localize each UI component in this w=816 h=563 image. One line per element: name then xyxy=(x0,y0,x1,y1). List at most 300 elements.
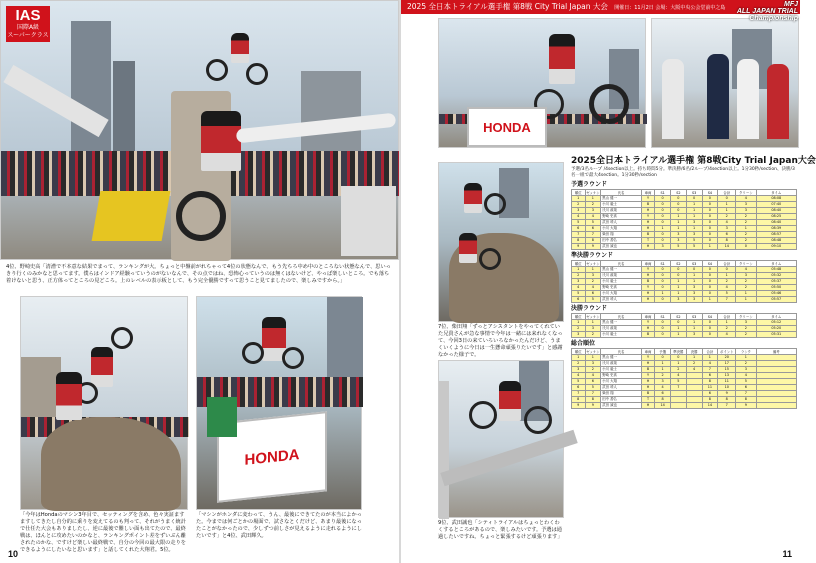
results-section-title: 予選ラウンド xyxy=(571,181,608,188)
table-cell: 6 xyxy=(585,379,601,385)
photo-main-rider-jump xyxy=(0,0,399,260)
table-cell: 2 xyxy=(671,367,687,373)
table-cell: 3 xyxy=(686,297,702,303)
table-cell: 柴田 翔 xyxy=(601,232,642,238)
table-cell: 1 xyxy=(655,367,671,373)
table-cell: 8 xyxy=(585,238,601,244)
table-cell: 0 xyxy=(702,320,718,326)
table-cell: 8 xyxy=(736,397,756,403)
table-header-cell: S2 xyxy=(671,190,687,196)
table-cell: 2 xyxy=(585,367,601,373)
table-cell: 1 xyxy=(686,355,702,361)
table-cell: 3 xyxy=(736,320,756,326)
table-cell: 5 xyxy=(585,297,601,303)
table-cell: 1 xyxy=(686,326,702,332)
table-cell: 2 xyxy=(655,373,671,379)
table-header-cell: 順位 xyxy=(572,349,586,355)
table-cell: 8 xyxy=(585,397,601,403)
table-cell: Y xyxy=(641,196,655,202)
table-cell: 11 xyxy=(718,379,736,385)
table-cell: 4 xyxy=(585,285,601,291)
table-cell: 5 xyxy=(671,244,687,250)
table-cell: 2 xyxy=(572,326,586,332)
table-cell: 2 xyxy=(718,279,736,285)
table-header-cell: S1 xyxy=(655,190,671,196)
table-cell: 0 xyxy=(702,208,718,214)
table-cell: 0 xyxy=(655,267,671,273)
results-format: 予選/3名ループ /4section以上。持ち時間5分。準決勝/6名/2ループ/4section以上。1分30秒/section、決勝/3名一組で最大4section。1分30秒/section xyxy=(571,167,795,178)
table-cell: 3 xyxy=(585,273,601,279)
table-cell: 2 xyxy=(736,232,756,238)
table-cell: 1 xyxy=(572,320,586,326)
table-cell: 2 xyxy=(585,279,601,285)
table-cell: 9 xyxy=(572,403,586,409)
table-cell: H xyxy=(641,403,655,409)
table-cell: 1 xyxy=(686,208,702,214)
table-header-cell: ゼッケン xyxy=(586,191,600,195)
table-cell: 0 xyxy=(686,196,702,202)
table-cell: 6 xyxy=(702,391,718,397)
table-cell: 1 xyxy=(686,279,702,285)
table-cell: 黒山 健一 xyxy=(601,355,642,361)
table-cell: 1 xyxy=(671,226,687,232)
table-cell: 14 xyxy=(702,403,718,409)
table-cell: 0 xyxy=(702,267,718,273)
table-cell: 小川 毅士 xyxy=(601,367,642,373)
table-cell: 1 xyxy=(671,326,687,332)
table-header-cell: 合計 xyxy=(718,190,736,196)
table-cell: 8 xyxy=(702,397,718,403)
table-cell: 3 xyxy=(572,208,586,214)
table-row xyxy=(572,403,797,409)
caption-bottom-right: 「マシンがホンダに変わって、うん、最後にできてたのが本当によかった。今までは何ごとかの場面で、試さなとくだけど、あまり最後になったことがなかったので、少しずつ前しさが見えるように走れるようにしたいです」と4位、武田輝久。 xyxy=(196,512,362,539)
table-cell: 7 xyxy=(736,391,756,397)
photo-rider-on-log xyxy=(20,296,188,510)
photo-rider-on-logs xyxy=(438,162,564,322)
table-cell: 1 xyxy=(718,208,736,214)
table-cell: 1 xyxy=(718,202,736,208)
table-cell: 6 xyxy=(718,232,736,238)
table-cell: 05:46 xyxy=(756,291,797,297)
table-cell: 8 xyxy=(702,379,718,385)
table-cell: 1 xyxy=(572,196,586,202)
table-header-cell: 氏名 xyxy=(601,349,642,355)
table-cell: 9 xyxy=(585,244,601,250)
table-header-cell: S3 xyxy=(686,190,702,196)
table-cell: 0 xyxy=(655,297,671,303)
table-cell: 05:32 xyxy=(756,273,797,279)
table-cell: 8 xyxy=(655,397,671,403)
table-cell: 08:39 xyxy=(756,226,797,232)
table-cell: 2 xyxy=(686,361,702,367)
table-cell: 0 xyxy=(655,355,671,361)
table-header-cell: クリーン xyxy=(736,261,756,267)
table-cell: 0 xyxy=(655,232,671,238)
table-header-cell: タイム xyxy=(756,261,797,267)
table-cell: 4 xyxy=(736,267,756,273)
table-cell: 小川 大翔 xyxy=(601,379,642,385)
table-cell xyxy=(671,403,687,409)
table-cell: 1 xyxy=(736,226,756,232)
table-cell: 0 xyxy=(655,320,671,326)
caption-top-left: 4位、野崎史高「清漕で不本意な結果でまって、ランキングが大。ちょっと中盤前がれちゃって4位の状態なんで、もう先ちろ中め中のところない状態なんで、思いっきり行くのみかなと思ってます。僕らはインドア経験っていうのがないなんで、その点ではね、恐怖心っていうのは無くはないけど、やっぱ楽しいところ。でも落ち着けないと思う、正方体ってところの見どころ。上のレベルの表示板として、もう完全優勝ですって思うこと見てましたので、楽しみですから。」 xyxy=(6,264,391,284)
table-cell: 3 xyxy=(572,279,586,285)
table-cell: 5 xyxy=(718,291,736,297)
table-cell: B xyxy=(641,391,655,397)
table-header-cell: 順位 xyxy=(572,314,586,320)
table-cell: 2 xyxy=(585,332,601,338)
table-cell: 0 xyxy=(718,196,736,202)
table-row xyxy=(572,244,797,250)
table-header-cell: 合計 xyxy=(718,314,736,320)
table-cell: 05:57 xyxy=(756,297,797,303)
table-cell: 野崎 史高 xyxy=(601,285,642,291)
table-cell: 4 xyxy=(736,373,756,379)
table-header-cell: 予選 xyxy=(655,349,671,355)
table-cell: 0 xyxy=(702,196,718,202)
results-table xyxy=(571,313,797,338)
table-cell: B xyxy=(641,279,655,285)
honda-box-right xyxy=(467,107,547,147)
page-number-left: 10 xyxy=(8,549,19,559)
table-cell: Y xyxy=(641,285,655,291)
table-cell: 4 xyxy=(718,332,736,338)
table-cell: 4 xyxy=(718,285,736,291)
table-cell: 15 xyxy=(718,367,736,373)
table-cell: 4 xyxy=(572,373,586,379)
table-row xyxy=(572,332,797,338)
table-cell: 4 xyxy=(585,214,601,220)
table-cell: B xyxy=(641,202,655,208)
table-cell: 20 xyxy=(718,355,736,361)
table-cell: 0 xyxy=(718,267,736,273)
table-cell: 08:25 xyxy=(756,214,797,220)
table-cell: 7 xyxy=(702,367,718,373)
table-cell: 武田 呼人 xyxy=(601,385,642,391)
table-cell: 4 xyxy=(572,214,586,220)
results-section-title: 準決勝ラウンド xyxy=(571,252,614,259)
table-cell: 08:48 xyxy=(756,238,797,244)
table-cell: 0 xyxy=(736,244,756,250)
table-cell: H xyxy=(641,326,655,332)
table-cell: 07:40 xyxy=(756,202,797,208)
table-header-cell: 合計 xyxy=(702,349,718,355)
table-header-cell: 氏名 xyxy=(601,314,642,320)
table-cell: 1 xyxy=(702,297,718,303)
table-cell: 1 xyxy=(686,202,702,208)
table-cell: 0 xyxy=(671,208,687,214)
table-cell: 6 xyxy=(572,385,586,391)
right-page xyxy=(401,0,816,563)
table-cell: 0 xyxy=(702,326,718,332)
table-cell: 1 xyxy=(671,220,687,226)
table-cell: 1 xyxy=(671,291,687,297)
table-cell: 0 xyxy=(655,202,671,208)
table-cell: 0 xyxy=(702,238,718,244)
table-cell: 3 xyxy=(655,379,671,385)
table-cell: 3 xyxy=(572,332,586,338)
table-cell: 5 xyxy=(686,244,702,250)
logo-line2: ALL JAPAN TRIAL xyxy=(736,8,798,15)
table-cell: 氏川 政哉 xyxy=(601,208,642,214)
table-cell: 6 xyxy=(702,373,718,379)
table-cell: 0 xyxy=(702,202,718,208)
table-cell: 1 xyxy=(671,361,687,367)
caption-bottom-left: 「今年はHondaのマシン3年目で、セッティングを含め、色々実証ますますしてきたし自分的に乗りを変えてるのも判って、それがうまく統計で仕任た大会もありましたし、逆に最後で難しい面も出てたので、最終戦は、ほんとに攻めたいのかなと、ランキングポイント差をずいぶん離されたのかな、ですけど楽しい最終戦で、自分の今回の最大限の走りをできるようにしたいなと思います」と話してくれた大翔君。5位。 xyxy=(20,512,186,553)
table-cell: 0 xyxy=(702,226,718,232)
table-cell: 2 xyxy=(736,220,756,226)
table-cell: 氏川 政哉 xyxy=(601,361,642,367)
table-cell: 8 xyxy=(572,397,586,403)
table-cell: 0 xyxy=(655,238,671,244)
table-cell: 3 xyxy=(686,220,702,226)
table-cell: 1 xyxy=(702,244,718,250)
table-cell: 3 xyxy=(572,367,586,373)
table-cell: B xyxy=(641,367,655,373)
table-header-cell: 順位 xyxy=(572,261,586,267)
table-cell: 05:20 xyxy=(756,326,797,332)
table-header-cell: S4 xyxy=(702,314,718,320)
table-cell: 3 xyxy=(686,232,702,238)
table-cell: 7 xyxy=(671,385,687,391)
table-cell: B xyxy=(641,232,655,238)
left-page xyxy=(0,0,399,563)
table-cell: 3 xyxy=(671,232,687,238)
table-cell: 0 xyxy=(702,220,718,226)
table-cell: 05:50 xyxy=(756,285,797,291)
table-cell: 0 xyxy=(671,196,687,202)
table-cell: 3 xyxy=(671,297,687,303)
table-cell: 05:12 xyxy=(756,320,797,326)
table-cell: 7 xyxy=(572,232,586,238)
table-header-cell: 合計 xyxy=(718,261,736,267)
table-cell: 9 xyxy=(736,403,756,409)
table-cell: 3 xyxy=(585,208,601,214)
photo-rider-on-beam xyxy=(438,360,564,518)
table-cell: 1 xyxy=(718,273,736,279)
table-cell: 0 xyxy=(671,273,687,279)
table-cell: 0 xyxy=(671,267,687,273)
table-cell: 9 xyxy=(718,391,736,397)
table-cell: 5 xyxy=(686,238,702,244)
table-cell: 3 xyxy=(736,367,756,373)
table-cell: 3 xyxy=(718,226,736,232)
table-cell: 野崎 史高 xyxy=(601,214,642,220)
table-cell: 1 xyxy=(572,267,586,273)
table-cell: 3 xyxy=(736,273,756,279)
table-header-cell: S2 xyxy=(671,314,687,320)
table-header-cell: ランク xyxy=(736,349,756,355)
table-cell: 2 xyxy=(718,326,736,332)
table-cell: 2 xyxy=(736,238,756,244)
table-cell: 5 xyxy=(585,220,601,226)
table-cell: Y xyxy=(641,267,655,273)
honda-logo-text-right: HONDA xyxy=(483,119,531,135)
table-cell: 14 xyxy=(655,403,671,409)
table-cell: 8 xyxy=(718,238,736,244)
results-title: 2025全日本トライアル選手権 第8戦City Trial Japan大会 xyxy=(571,156,816,166)
table-cell: 3 xyxy=(585,326,601,332)
table-cell: 9 xyxy=(585,403,601,409)
table-cell: 1 xyxy=(686,226,702,232)
results-table xyxy=(571,260,797,303)
table-cell: 黒山 健一 xyxy=(601,267,642,273)
table-cell: T xyxy=(641,397,655,403)
table-cell: 3 xyxy=(671,238,687,244)
table-cell: 10 xyxy=(718,385,736,391)
table-cell: 1 xyxy=(686,214,702,220)
results-section-title: 決勝ラウンド xyxy=(571,305,608,312)
table-cell: B xyxy=(641,332,655,338)
table-cell: H xyxy=(641,220,655,226)
table-row xyxy=(572,297,797,303)
table-header-cell: S3 xyxy=(686,314,702,320)
table-cell: 0 xyxy=(655,332,671,338)
table-cell: 05:48 xyxy=(756,267,797,273)
table-cell: 5 xyxy=(585,385,601,391)
table-cell: H xyxy=(641,361,655,367)
table-cell: H xyxy=(641,379,655,385)
table-cell: T xyxy=(641,238,655,244)
badge-code: IAS xyxy=(15,7,41,24)
table-cell: 小川 毅士 xyxy=(601,332,642,338)
table-cell: 0 xyxy=(702,214,718,220)
caption-bottom-right-page: 9位、武田誠也「シティトライアルはちょっとわくわくするところがあるので、楽しみたいです。予選は通過したいですね。ちょっと緊張するけど頑張ります」 xyxy=(438,520,563,540)
table-cell: 8 xyxy=(718,397,736,403)
table-cell: 0 xyxy=(655,279,671,285)
caption-mid-right: 7位、柴田翔「ずっとアシスタントをやってくれていた兄貴さんが急な事情で今年は一緒には来れなくなって、今回3日の来ていろいろなかったんだけど、うまくいくように今日は一生懸命頑張りたいです」と感謝なかった様子で。 xyxy=(438,324,563,358)
table-header-cell: S3 xyxy=(686,261,702,267)
table-cell: 2 xyxy=(736,285,756,291)
table-cell: 0 xyxy=(671,320,687,326)
badge-class-line2: スーパークラス xyxy=(7,32,49,39)
table-cell: 柴田 翔 xyxy=(601,391,642,397)
table-cell: 5 xyxy=(671,379,687,385)
table-cell xyxy=(686,403,702,409)
table-header-cell: 順位 xyxy=(572,190,586,196)
table-cell: 2 xyxy=(718,214,736,220)
table-header-cell: タイム xyxy=(756,314,797,320)
table-cell: Y xyxy=(641,214,655,220)
table-cell: 0 xyxy=(655,208,671,214)
results-table xyxy=(571,189,797,250)
page-number-right: 11 xyxy=(782,549,792,559)
table-cell: 4 xyxy=(702,361,718,367)
table-cell: 2 xyxy=(736,326,756,332)
table-cell: 0 xyxy=(702,273,718,279)
table-cell: 0 xyxy=(655,196,671,202)
photo-rider-wheelie-honda xyxy=(438,18,646,148)
table-cell: 1 xyxy=(671,279,687,285)
table-header-cell: クリーン xyxy=(736,190,756,196)
table-cell: 2 xyxy=(572,361,586,367)
table-cell: 3 xyxy=(686,332,702,338)
logo-line1: MFJ xyxy=(784,1,798,8)
table-cell: 小川 毅士 xyxy=(601,279,642,285)
table-cell: 小川 毅士 xyxy=(601,202,642,208)
table-cell: 1 xyxy=(702,355,718,361)
event-date: 開催日：11月2日 会場：大阪中央公会堂前中之島 xyxy=(614,5,726,11)
table-cell: 2 xyxy=(736,214,756,220)
table-cell: 0 xyxy=(655,326,671,332)
table-cell: 田中 善弘 xyxy=(601,238,642,244)
table-cell: 3 xyxy=(736,202,756,208)
table-cell: 14 xyxy=(718,244,736,250)
table-cell: 2 xyxy=(736,332,756,338)
table-cell: 1 xyxy=(572,355,586,361)
table-header-cell: 車両 xyxy=(641,349,655,355)
table-cell xyxy=(756,403,797,409)
table-cell: 野崎 史高 xyxy=(601,373,642,379)
table-cell: 11 xyxy=(702,385,718,391)
table-cell: 0 xyxy=(686,267,702,273)
table-cell: 武田 呼人 xyxy=(601,220,642,226)
table-header-cell: 氏名 xyxy=(601,190,642,196)
table-cell: 5 xyxy=(572,379,586,385)
table-cell: 0 xyxy=(702,232,718,238)
table-cell: 武田 呼人 xyxy=(601,297,642,303)
table-header-cell: ポイント xyxy=(718,349,736,355)
table-header-cell: 準決勝 xyxy=(671,349,687,355)
event-title: 2025 全日本トライアル選手権 第8戦 City Trial Japan 大会 xyxy=(407,2,608,11)
table-cell: 17 xyxy=(718,361,736,367)
table-cell: 08:40 xyxy=(756,220,797,226)
table-cell: 0 xyxy=(702,291,718,297)
table-cell: 5 xyxy=(572,220,586,226)
table-cell: 1 xyxy=(736,291,756,297)
table-header-cell: S2 xyxy=(671,261,687,267)
table-cell: 1 xyxy=(655,291,671,297)
table-header-cell: 決勝 xyxy=(686,349,702,355)
table-cell: 小川 大翔 xyxy=(601,226,642,232)
table-cell: 7 xyxy=(585,232,601,238)
table-header-cell: S4 xyxy=(702,261,718,267)
table-cell: H xyxy=(641,385,655,391)
table-cell: 4 xyxy=(655,385,671,391)
results-panel xyxy=(571,156,816,409)
table-header-cell: S1 xyxy=(655,261,671,267)
table-cell: 1 xyxy=(655,361,671,367)
table-cell: 6 xyxy=(585,291,601,297)
table-cell: 4 xyxy=(686,367,702,373)
table-cell: 08:08 xyxy=(756,196,797,202)
table-cell: 黒山 健一 xyxy=(601,320,642,326)
table-cell: 7 xyxy=(572,391,586,397)
results-table xyxy=(571,348,797,409)
honda-logo-text: HONDA xyxy=(244,445,300,469)
table-cell: 08:40 xyxy=(756,208,797,214)
table-header-cell: ゼッケン xyxy=(586,350,600,354)
table-cell: 1 xyxy=(736,355,756,361)
table-cell: H xyxy=(641,208,655,214)
table-cell: 0 xyxy=(655,285,671,291)
table-cell: Y xyxy=(641,355,655,361)
table-cell: 4 xyxy=(572,285,586,291)
table-cell: 武田 誠也 xyxy=(601,244,642,250)
table-cell: 0 xyxy=(671,355,687,361)
table-cell: 09:10 xyxy=(756,244,797,250)
results-section-title: 総合順位 xyxy=(571,340,596,347)
table-cell: 13 xyxy=(718,373,736,379)
table-cell: 0 xyxy=(702,332,718,338)
table-cell: 4 xyxy=(736,196,756,202)
table-cell: 1 xyxy=(585,196,601,202)
table-cell: 1 xyxy=(655,226,671,232)
table-cell: 6 xyxy=(736,385,756,391)
table-header-cell: ゼッケン xyxy=(586,262,600,266)
table-cell: 2 xyxy=(572,202,586,208)
table-cell: 0 xyxy=(702,285,718,291)
